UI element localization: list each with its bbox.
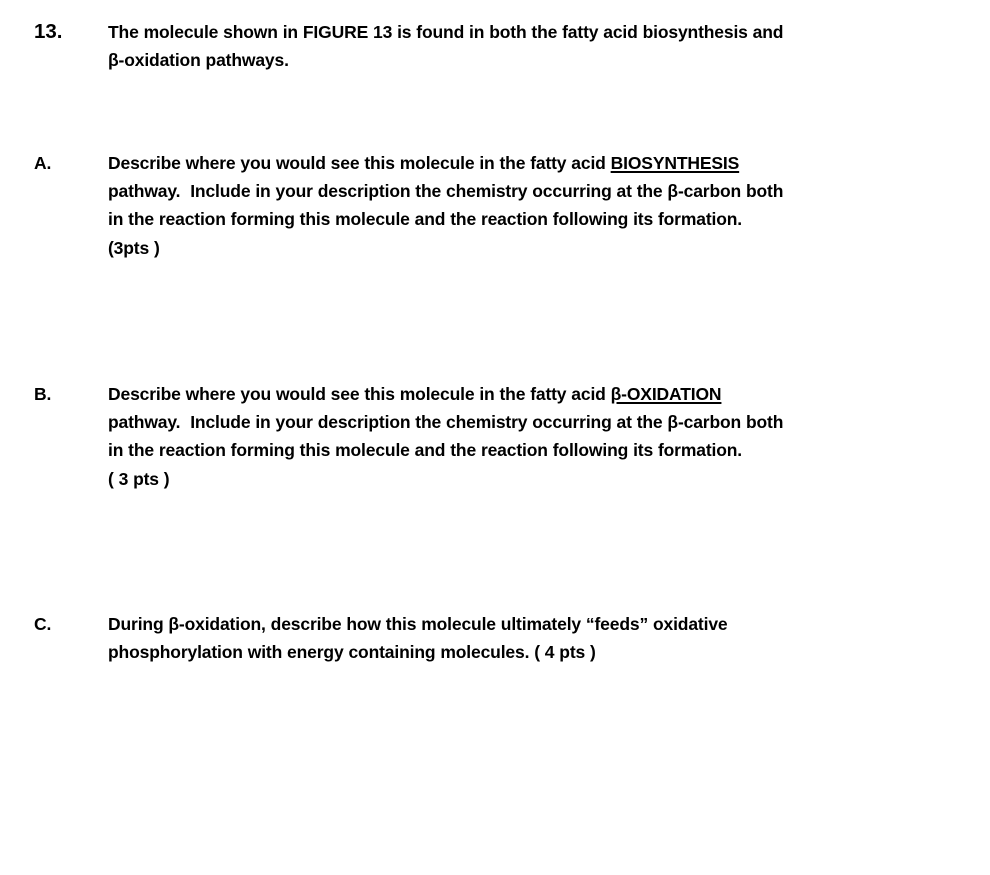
part-b-emphasis-beta-oxidation: β-OXIDATION (610, 384, 722, 404)
part-b-line-1-lead: Describe where you would see this molecule in the fatty acid (108, 384, 611, 404)
answer-space-part-c[interactable] (0, 672, 990, 872)
part-c-line-2: phosphorylation with energy containing molecules. ( 4 pts ) (108, 642, 596, 663)
part-b-line-2: pathway. Include in your description the chemistry occurring at the β-carbon both (108, 412, 784, 433)
question-stem-line-2: β-oxidation pathways. (108, 50, 289, 71)
part-c-label: C. (34, 614, 52, 634)
question-13-block (34, 18, 982, 74)
part-a-text (108, 149, 982, 262)
part-a-line-1 (108, 149, 982, 177)
question-number: 13. (34, 20, 63, 43)
answer-space-part-b[interactable] (0, 496, 990, 606)
part-a-line-2: pathway. Include in your description the chemistry occurring at the β-carbon both (108, 181, 784, 202)
part-a-emphasis-biosynthesis: BIOSYNTHESIS (610, 153, 740, 173)
part-a-label: A. (34, 153, 52, 173)
part-b-line-1 (108, 380, 982, 408)
part-b-points: ( 3 pts ) (108, 468, 170, 489)
part-a-line-1-lead: Describe where you would see this molecule in the fatty acid (108, 153, 611, 173)
part-a-line-3: in the reaction forming this molecule and the reaction following its formation. (108, 209, 743, 230)
question-part-b-block (34, 380, 982, 493)
part-b-text (108, 380, 982, 493)
question-part-c-block (34, 610, 982, 666)
question-part-a-block (34, 149, 982, 262)
answer-space-part-a[interactable] (0, 266, 990, 376)
part-b-label: B. (34, 384, 52, 404)
part-a-points: (3pts ) (108, 237, 160, 258)
question-stem (108, 18, 982, 74)
part-c-line-1: During β-oxidation, describe how this molecule ultimately “feeds” oxidative (108, 614, 728, 634)
part-c-text (108, 610, 982, 666)
part-b-line-3: in the reaction forming this molecule and the reaction following its formation. (108, 440, 743, 461)
question-stem-line-1: The molecule shown in FIGURE 13 is found in both the fatty acid biosynthesis and (108, 22, 784, 42)
